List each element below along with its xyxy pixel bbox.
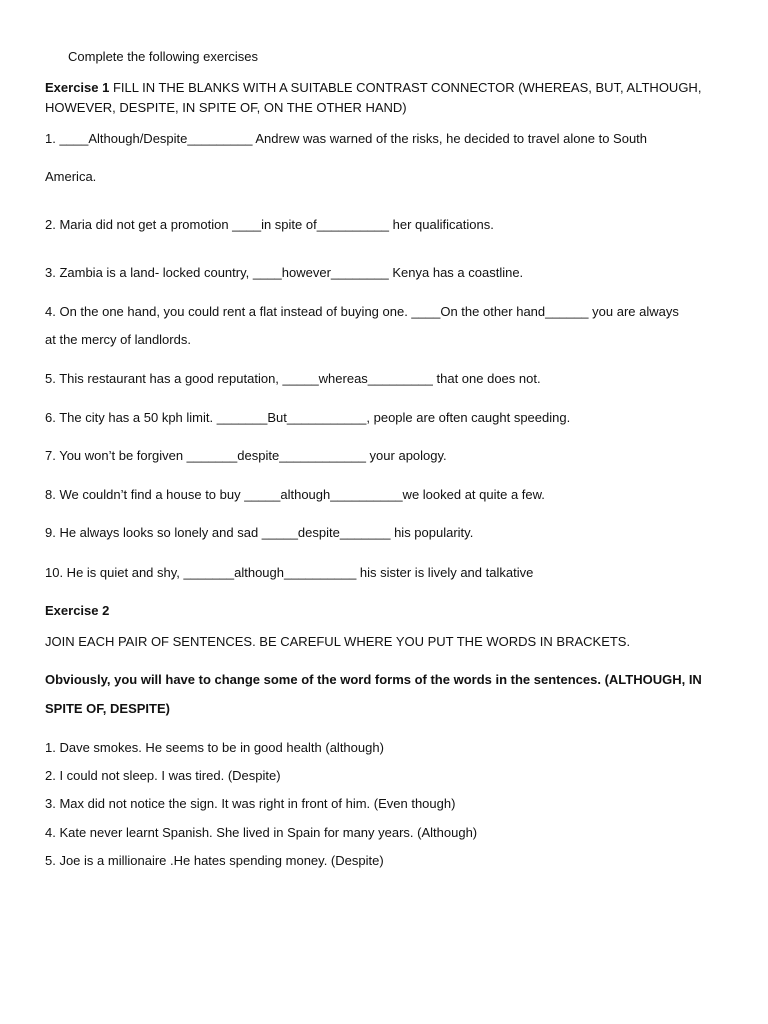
exercise2-note-line1: Obviously, you will have to change some of the word forms of the words in the sentences. (ALTHOUGH, IN — [45, 672, 702, 687]
exercise1-item-1: 1. ____Although/Despite_________ Andrew was warned of the risks, he decided to travel alone to South — [45, 131, 648, 146]
exercise1-item-1-cont: America. — [45, 169, 97, 184]
exercise1-item-4-cont: at the mercy of landlords. — [45, 332, 191, 347]
page-header: Complete the following exercises — [68, 49, 259, 64]
exercise1-instruction-line1: FILL IN THE BLANKS WITH A SUITABLE CONTRAST CONNECTOR (WHEREAS, BUT, ALTHOUGH, — [109, 80, 702, 95]
exercise2-item-3: 3. Max did not notice the sign. It was right in front of him. (Even though) — [45, 796, 456, 811]
exercise2-item-4: 4. Kate never learnt Spanish. She lived in Spain for many years. (Although) — [45, 825, 478, 840]
exercise2-instruction: JOIN EACH PAIR OF SENTENCES. BE CAREFUL WHERE YOU PUT THE WORDS IN BRACKETS. — [45, 634, 631, 649]
exercise1-title: Exercise 1 — [45, 80, 110, 95]
exercise1-item-9: 9. He always looks so lonely and sad _____despite_______ his popularity. — [45, 525, 474, 540]
exercise1-item-3: 3. Zambia is a land- locked country, ____however________ Kenya has a coastline. — [45, 265, 524, 280]
exercise2-item-2: 2. I could not sleep. I was tired. (Despite) — [45, 768, 281, 783]
exercise1-item-4: 4. On the one hand, you could rent a flat instead of buying one. ____On the other hand______ you are always — [45, 304, 679, 319]
exercise2-title: Exercise 2 — [45, 603, 110, 618]
exercise1-instruction-line2: HOWEVER, DESPITE, IN SPITE OF, ON THE OTHER HAND) — [45, 100, 407, 115]
exercise1-item-10: 10. He is quiet and shy, _______although__________ his sister is lively and talkative — [45, 565, 534, 580]
exercise1-item-7: 7. You won’t be forgiven _______despite____________ your apology. — [45, 448, 447, 463]
exercise2-item-1: 1. Dave smokes. He seems to be in good health (although) — [45, 740, 384, 755]
exercise1-item-5: 5. This restaurant has a good reputation, _____whereas_________ that one does not. — [45, 371, 541, 386]
exercise2-item-5: 5. Joe is a millionaire .He hates spending money. (Despite) — [45, 853, 384, 868]
exercise1-item-2: 2. Maria did not get a promotion ____in spite of__________ her qualifications. — [45, 217, 494, 232]
exercise1-instruction — [45, 80, 701, 96]
exercise1-item-8: 8. We couldn’t find a house to buy _____although__________we looked at quite a few. — [45, 487, 545, 502]
exercise2-note-line2: SPITE OF, DESPITE) — [45, 701, 170, 716]
exercise1-item-6: 6. The city has a 50 kph limit. _______But___________, people are often caught speeding. — [45, 410, 571, 425]
